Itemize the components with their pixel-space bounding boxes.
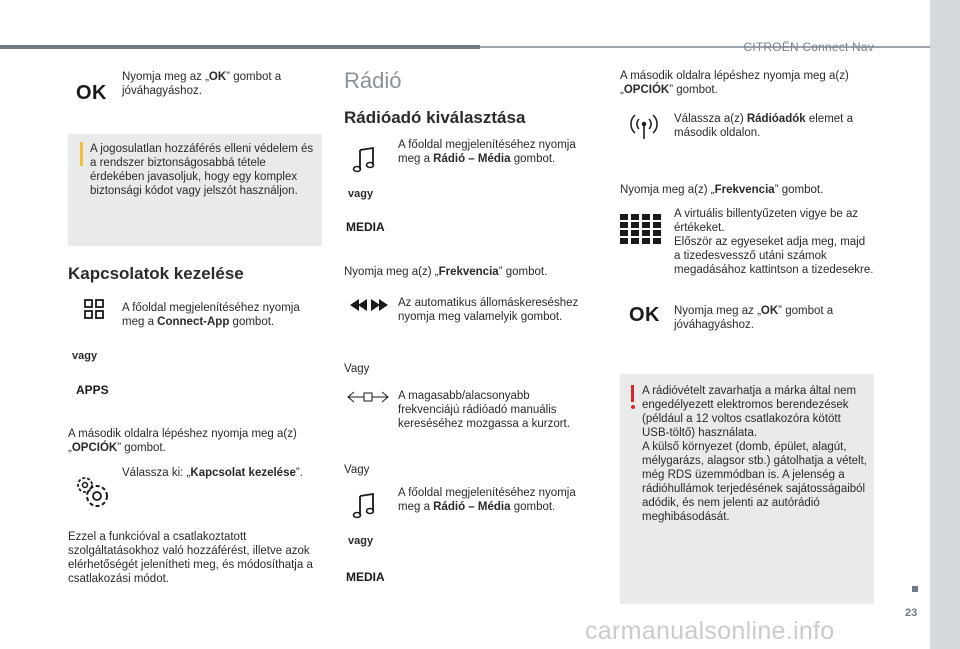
frequency-instruction: Nyomja meg a(z) „Frekvencia” gombot. (344, 266, 548, 278)
music-note-icon (352, 492, 376, 520)
header-bar (0, 45, 480, 49)
info-text: A jogosulatlan hozzáférés elleni védelem és a rendszer biztonságosabbá tétele érdekében javasoljuk, hogy egy komplex biztonsági kódot vagy jelszót használjon. (90, 143, 314, 197)
second-page-instruction: A második oldalra lépéshez nyomja meg a(z) „OPCIÓK” gombot. (68, 428, 297, 454)
keyboard-instruction: A virtuális billentyűzeten vigye be az értékeket. Először az egyeseket adja meg, majd a tizedesvessző utáni számok megadásához kattintson a tizedesekre. (674, 208, 874, 276)
info-icon (80, 142, 83, 166)
radio-instruction-2: A főoldal megjelenítéséhez nyomja meg a Rádió – Média gombot. (398, 487, 576, 513)
tuning-slider-icon (346, 391, 390, 403)
apps-instruction: A főoldal megjelenítéséhez nyomja meg a Connect-App gombot. (122, 302, 300, 328)
manual-search-text: A magasabb/alacsonyabb frekvenciájú rádióadó manuális kereséséhez mozgassa a kurzort. (398, 390, 570, 430)
ok-instruction: Nyomja meg az „OK” gombot a jóváhagyáshoz. (122, 71, 282, 97)
music-note-icon (352, 146, 376, 174)
connect-app-icon (84, 299, 104, 319)
chapter-title: Rádió (344, 68, 402, 93)
page-marker (912, 586, 918, 592)
warning-box (620, 374, 874, 604)
radio-antenna-icon (630, 112, 658, 140)
ok-icon: OK (76, 82, 107, 104)
or-label: vagy (348, 535, 374, 547)
ok-icon: OK (629, 304, 660, 326)
radio-instruction: A főoldal megjelenítéséhez nyomja meg a Rádió – Média gombot. (398, 139, 576, 165)
function-text: Ezzel a funkcióval a csatlakoztatott szolgáltatásokhoz való hozzáférést, illetve azok elérhetőségét jelenítheti meg, és módosíthatja a csatlakozási módot. (68, 531, 313, 585)
section-title-connections: Kapcsolatok kezelése (68, 264, 244, 283)
auto-search-text: Az automatikus állomáskereséshez nyomja meg valamelyik gombot. (398, 297, 579, 323)
keyboard-icon (620, 214, 662, 244)
or-label: vagy (348, 188, 374, 200)
warning-text: A rádióvételt zavarhatja a márka által nem engedélyezett elektromos berendezések (például a 12 voltos csatlakozóra kötött USB-töltő) használata. A külső környezet (domb, épület, alagút, mélygarázs, alagsor stb.) gátolhatja a vételt, még RDS üzemmódban is. A jelenség a rádióhullámok terjedésének sajátosságaiból adódik, és nem jelenti az autórádió meghibásodását. (642, 385, 868, 523)
or-label-cap: Vagy (344, 363, 370, 375)
or-label: vagy (72, 350, 98, 362)
apps-word: APPS (76, 383, 109, 397)
info-box (68, 134, 322, 246)
stations-instruction: Válassza a(z) Rádióadók elemet a második oldalon. (674, 113, 853, 139)
seek-arrows-icon (350, 298, 388, 312)
side-strip (930, 0, 960, 649)
media-word: MEDIA (346, 220, 385, 234)
watermark: carmanualsonline.info (585, 617, 835, 645)
brand-title: CITROËN Connect Nav (743, 40, 874, 54)
section-title-radio: Rádióadó kiválasztása (344, 108, 526, 127)
warning-icon (630, 385, 635, 411)
page-number: 23 (905, 607, 918, 619)
select-instruction: Válassza ki: „Kapcsolat kezelése”. (122, 467, 303, 479)
or-label-cap: Vagy (344, 464, 370, 476)
ok-instruction-right: Nyomja meg az „OK” gombot a jóváhagyáshoz. (674, 305, 834, 331)
media-word: MEDIA (346, 570, 385, 584)
second-page-instruction-right: A második oldalra lépéshez nyomja meg a(z) „OPCIÓK” gombot. (620, 70, 849, 96)
gear-icon (72, 472, 112, 512)
frequency-instruction-right: Nyomja meg a(z) „Frekvencia” gombot. (620, 184, 824, 196)
